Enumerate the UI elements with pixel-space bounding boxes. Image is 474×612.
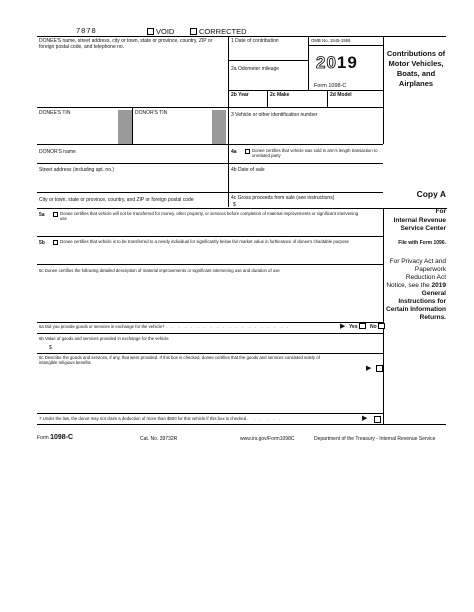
form-code: 7878 [76,26,97,35]
footer-form-prefix: Form [37,435,49,441]
privacy-bold: 2019 General Instructions for Certain Information Returns. [386,282,446,321]
box5b-checkbox[interactable] [53,240,58,245]
form-top-border [37,36,446,37]
footer-form-number: 1098-C [50,434,74,441]
irs-center: Internal Revenue Service Center [393,217,446,232]
tax-year-prefix: 20 [316,53,337,72]
box6b-bottom [37,353,383,354]
box2d-label: 2d Model [330,92,352,98]
privacy-intro: For Privacy Act and Paperwork Reduction Act Notice, see the [386,258,446,289]
box7-checkbox[interactable] [374,416,381,423]
street-bottom [37,192,383,193]
box5a-num: 5a [39,212,45,218]
box5a-text: Donee certifies that vehicle will not be transferred for money, other property, or services before completion of material improvements or significant intervening use [60,211,359,222]
donee-name-label: DONEE'S name, street address, city or town, state or province, country, ZIP or foreign postal code, and telephone no. [39,38,213,50]
box6a-text [39,324,290,329]
no-label: No [370,324,377,330]
donor-tin-shade [212,110,226,144]
box2-bottom [37,107,383,108]
box5b-num: 5b [39,240,45,246]
void-label: VOID [156,27,175,36]
city-label: City or town, state or province, country, and ZIP or foreign postal code [39,197,194,203]
tax-year-suffix: 19 [336,53,358,72]
box1-label: 1 Date of contribution [231,38,279,44]
box4a-text: Donee certifies that vehicle was sold in arm's length transaction to unrelated party [252,148,378,159]
box5c-bottom [37,322,383,323]
corrected-label: CORRECTED [199,27,247,36]
divider-2b-2c [267,90,268,107]
box7-leader-dots: . . . . . . [247,416,283,421]
privacy-notice [385,258,446,322]
box5a-bottom [37,236,383,237]
omb-underline [308,45,383,46]
omb-number: OMB No. 1545-1959 [311,38,351,43]
box6a-bottom [37,333,383,334]
box4a-checkbox[interactable] [245,149,250,154]
yes-label: Yes [349,324,358,330]
void-checkbox[interactable] [147,28,154,35]
donee-tin-shade [118,110,132,144]
box6c-arrow-icon: ▶ [366,365,372,372]
footer-form [37,434,73,441]
box6a-label: 6a Did you provide goods or services in exchange for the vehicle? [39,324,165,329]
corrected-checkbox[interactable] [190,28,197,35]
box5c-text: 5c Donee certifies the following detailed description of material improvements or significant intervening use and duration of use [39,268,280,273]
box3-label: 3 Vehicle or other identification number [231,112,318,118]
box2a-label: 2a Odometer mileage [231,66,280,72]
tin-bottom [37,144,383,145]
tax-year [316,53,358,73]
no-checkbox[interactable] [378,323,385,329]
box7-arrow-icon: ▶ [362,415,368,422]
file-with: File with Form 1096. [398,240,446,246]
box6a-arrow-icon: ▶ [340,323,346,330]
box4c-dollar: $ [233,202,236,208]
form-label-omb: Form 1098-C [314,83,347,89]
box4a-num: 4a [231,149,237,155]
box6b-dollar: $ [49,345,52,351]
divider-col2-lower [228,144,229,207]
city-bottom [37,208,447,209]
street-label: Street address (including apt. no.) [39,167,115,173]
donor-name-label: DONOR'S name [39,149,76,155]
divider-right-panel [383,36,384,144]
copy-label: Copy A [416,189,446,199]
box6c-checkbox[interactable] [376,365,383,372]
box6c-text: 6c Describe the goods and services, if any, that were provided. If this box is checked, donee certifies that the goods and services consisted solely of intangible religious benefits [39,355,320,366]
form-title: Contributions of Motor Vehicles, Boats, and Airplanes [386,49,446,88]
box4b-label: 4b Date of sale [231,167,265,173]
divider-right-panel-lower [383,208,384,424]
box7-label: 7 Under the law, the donor may not claim a deduction of more than $500 for this vehicle if this box is checked [39,416,247,421]
box5a-checkbox[interactable] [53,212,58,217]
for-label: For [435,208,446,215]
donor-name-bottom [37,163,383,164]
form-bottom-border [37,424,446,425]
divider-tin [132,107,133,145]
box7-text [39,416,282,421]
box6b-text: 6b Value of goods and services provided in exchange for the vehicle [39,336,169,341]
box2a-bottom [228,90,383,91]
footer-url: www.irs.gov/Form1098C [240,436,295,442]
donor-tin-label: DONOR'S TIN [135,110,168,116]
box5b-text: Donee certifies that vehicle is to be transferred to a needy individual for significantly below fair market value in furtherance of donee's charitable purpose [60,239,349,244]
box6a-leader-dots: . . . . . . . . . . . . . . . . . . . . [165,324,291,329]
box5b-bottom [37,264,383,265]
box4c-label: 4c Gross proceeds from sale (see instructions) [231,195,335,201]
box6c-bottom [37,413,383,414]
donee-tin-label: DONEE'S TIN [39,110,71,116]
yes-checkbox[interactable] [359,323,366,329]
footer-dept: Department of the Treasury - Internal Revenue Service [314,436,436,442]
box2b-label: 2b Year [231,92,249,98]
divider-2c-2d [327,90,328,107]
box1-bottom [228,60,308,61]
footer-cat-no: Cat. No. 39732R [140,436,178,442]
box2c-label: 2c Make [270,92,290,98]
